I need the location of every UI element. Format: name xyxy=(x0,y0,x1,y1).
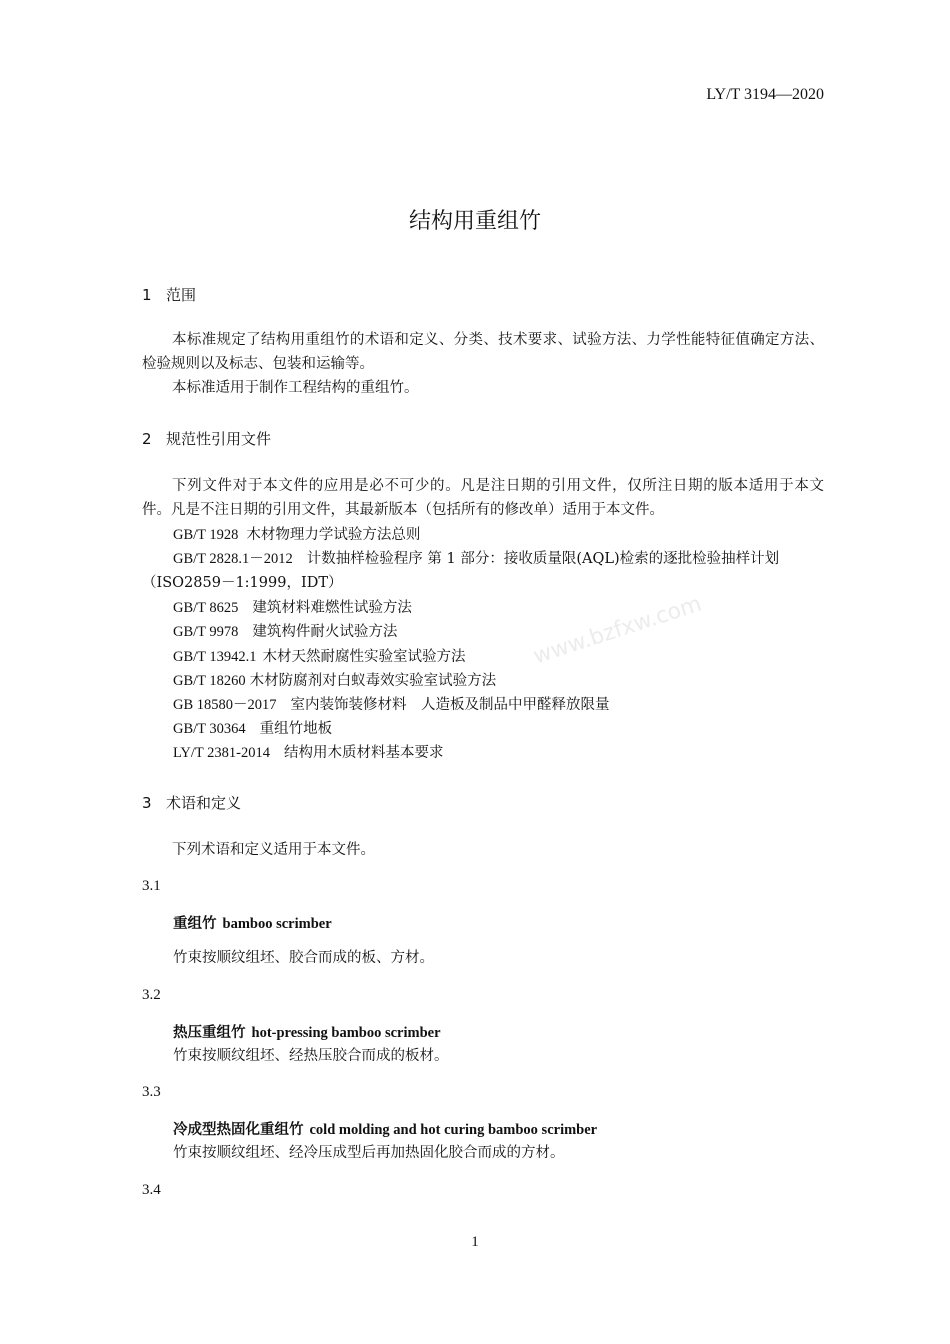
section-3-heading xyxy=(142,792,241,813)
term-number: 3.1 xyxy=(142,878,161,894)
term-english: cold molding and hot curing bamboo scrimber xyxy=(309,1122,598,1138)
watermark: www.bzfxw.com xyxy=(530,591,705,670)
reference-code: GB/T 30364 xyxy=(173,721,246,737)
references-intro: 下列文件对于本文件的应用是必不可少的。凡是注日期的引用文件，仅所注日期的版本适用于本文件。凡是不注日期的引用文件，其最新版本（包括所有的修改单）适用于本文件。 xyxy=(142,478,824,518)
reference-code: GB/T 8625 xyxy=(173,600,239,616)
reference-item xyxy=(173,669,496,690)
reference-item xyxy=(173,717,332,738)
section-number: 2 xyxy=(142,430,152,448)
term-definition: 竹束按顺纹组坯、经热压胶合而成的板材。 xyxy=(173,1048,449,1064)
reference-code: GB/T 9978 xyxy=(173,624,239,640)
term-definition: 竹束按顺纹组坯、胶合而成的板、方材。 xyxy=(173,950,434,966)
term-heading xyxy=(173,1118,597,1139)
section-2-heading xyxy=(142,428,271,449)
reference-item xyxy=(142,547,824,595)
reference-code: GB/T 1928 xyxy=(173,527,239,543)
reference-item xyxy=(173,645,466,666)
reference-item xyxy=(173,741,443,762)
section-title: 范围 xyxy=(166,286,197,304)
terms-intro: 下列术语和定义适用于本文件。 xyxy=(172,842,375,858)
term-number: 3.4 xyxy=(142,1182,161,1198)
term-chinese: 重组竹 xyxy=(173,915,217,932)
reference-code: LY/T 2381-2014 xyxy=(173,745,270,761)
reference-title: 结构用木质材料基本要求 xyxy=(283,745,444,761)
reference-title: 木材物理力学试验方法总则 xyxy=(246,527,421,543)
reference-item xyxy=(173,693,610,714)
reference-code: GB 18580－2017 xyxy=(173,697,277,713)
document-title: 结构用重组竹 xyxy=(408,209,541,234)
reference-title: 木材天然耐腐性实验室试验方法 xyxy=(262,649,466,665)
reference-item xyxy=(173,620,397,641)
section-number: 3 xyxy=(142,794,152,812)
term-english: bamboo scrimber xyxy=(222,916,332,932)
term-english: hot-pressing bamboo scrimber xyxy=(251,1025,441,1041)
section-title: 术语和定义 xyxy=(166,794,242,812)
reference-title: 建筑材料难燃性试验方法 xyxy=(252,600,412,616)
reference-title: 重组竹地板 xyxy=(259,721,333,737)
reference-title: 室内装饰装修材料 人造板及制品中甲醛释放限量 xyxy=(290,697,610,713)
reference-item xyxy=(173,596,412,617)
reference-title: 计数抽样检验程序 第 1 部分：接收质量限(AQL)检索的逐批检验抽样计划（ISO2859－1:1999，IDT） xyxy=(142,551,780,591)
term-number: 3.3 xyxy=(142,1084,161,1100)
reference-code: GB/T 13942.1 xyxy=(173,649,257,665)
page-number: 1 xyxy=(471,1234,479,1250)
term-number: 3.2 xyxy=(142,987,161,1003)
term-heading xyxy=(173,1021,441,1042)
section-1-heading xyxy=(142,284,196,305)
scope-paragraph-1: 本标准规定了结构用重组竹的术语和定义、分类、技术要求、试验方法、力学性能特征值确定方法、检验规则以及标志、包装和运输等。 xyxy=(142,332,824,372)
reference-title: 建筑构件耐火试验方法 xyxy=(252,624,398,640)
section-title: 规范性引用文件 xyxy=(166,430,272,448)
term-chinese: 冷成型热固化重组竹 xyxy=(173,1121,304,1138)
term-heading xyxy=(173,912,332,933)
reference-code: GB/T 2828.1－2012 xyxy=(173,551,293,567)
section-number: 1 xyxy=(142,286,152,304)
standard-code: LY/T 3194—2020 xyxy=(706,86,824,103)
reference-item xyxy=(173,523,420,544)
reference-title: 木材防腐剂对白蚁毒效实验室试验方法 xyxy=(249,673,497,689)
term-definition: 竹束按顺纹组坯、经冷压成型后再加热固化胶合而成的方材。 xyxy=(173,1145,565,1161)
term-chinese: 热压重组竹 xyxy=(173,1024,246,1041)
reference-code: GB/T 18260 xyxy=(173,673,246,689)
scope-paragraph-2: 本标准适用于制作工程结构的重组竹。 xyxy=(172,380,419,396)
